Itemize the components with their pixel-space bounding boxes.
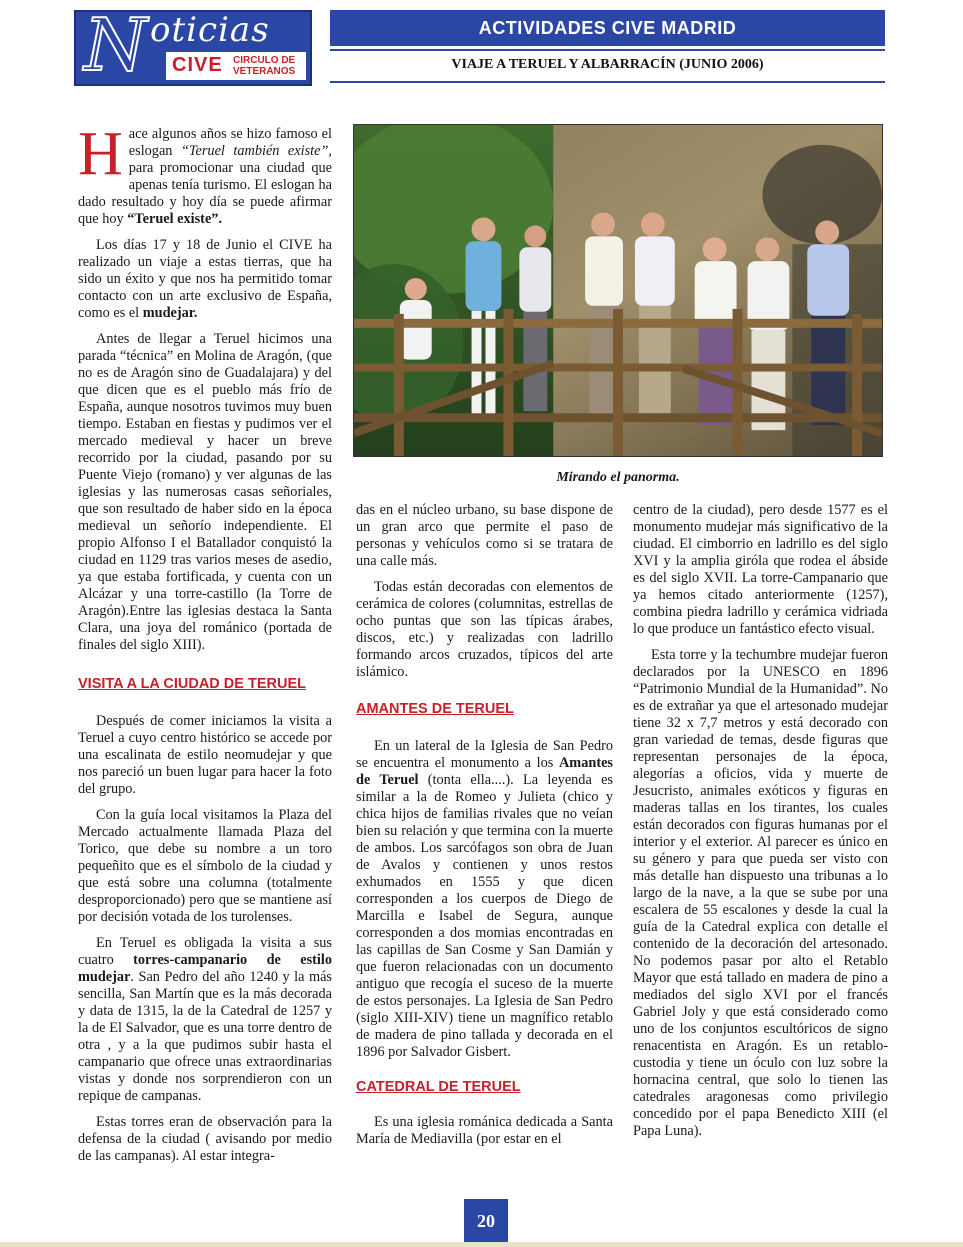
- logo-brand: CIVE: [172, 54, 223, 76]
- header-rule-bottom: [330, 81, 885, 83]
- header-rule-top: [330, 49, 885, 51]
- group-photo: [353, 124, 883, 457]
- paragraph: Esta torre y la techumbre mudejar fueron declarados por la UNESCO en 1896 “Patrimonio Mundial de la Humanidad”. No es de extrañar ya que el artesonado mudejar tiene 32 x 7,7 metros y está decorado con gran variedad de temas, desde figuras que representan personajes de la época, alegorías a oficios, vida y muerte de Jesucristo, animales exóticos y figuras en maderas tallas en los tirantes, los cuales están decorados con figuras humanas por el interior y el exterior. Al parecer es único en su género y para que pueda ser visto con más detalle han dispuesto una tribunas a lo largo de la nave, a la que se sube por una escalera de 55 escalones y desde la cual la guía de la Catedral explica con detalle el contenido de la decoración del artesonado. No podemos pasar por alto el Retablo Mayor que está tallado en madera de pino a mediados del siglo XVI por el francés Gabriel Joly y que está considerado como uno de los conjuntos escultóricos de signo renacentista en Aragón. Es un retablo-custodia y tiene un óculo con luz sobre la hornacina central, que solo lo tienen las catedrales aragonesas como privilegio concedido por el papa Benedicto XIII (el Papa Luna).: [633, 647, 888, 1139]
- page-number: 20: [464, 1199, 508, 1243]
- column-2: [356, 502, 613, 1157]
- paragraph: Con la guía local visitamos la Plaza del Mercado actualmente llamada Plaza del Torico, que debe su nombre a un toro pequeñito que es el símbolo de la ciudad y que está sobre una columna (totalmente desproporcionado) pero que se mantiene así por decisión votada de los turolenses.: [78, 807, 332, 925]
- photo-caption: Mirando el panorma.: [556, 470, 680, 485]
- section-heading-visita: VISITA A LA CIUDAD DE TERUEL: [78, 676, 306, 692]
- section-heading-catedral: CATEDRAL DE TERUEL: [356, 1079, 521, 1095]
- logo-initial-n: [80, 4, 160, 84]
- article-title: VIAJE A TERUEL Y ALBARRACÍN (JUNIO 2006): [451, 57, 764, 72]
- drop-cap: H: [78, 120, 123, 188]
- paragraph: Es una iglesia románica dedicada a Santa María de Mediavilla (por estar en el: [356, 1114, 613, 1147]
- paragraph: Estas torres eran de observación para la defensa de la ciudad ( avisando por medio de las campanas). Al estar integra-: [78, 1114, 332, 1164]
- logo-subtitle-line1: CIRCULO DE: [233, 55, 296, 66]
- paragraph: En Teruel es obligada la visita a sus cuatro torres-campanario de estilo mudejar. San Pedro del año 1240 y la más sencilla, San Martín que es la más decorada y data de 1315, la de la Catedral de 1257 y la de El Salvador, que es una torre dentro de otra , y a la que pudimos subir hasta el campanario que ofrece unas extraordinarias vistas y donde nos sorprendieron con un repique de campanas.: [78, 935, 333, 1104]
- paragraph: Los días 17 y 18 de Junio el CIVE ha realizado un viaje a estas tierras, que ha sido un éxito y que nos ha permitido tomar contacto con un arte exclusivo de España, como es el mudejar.: [78, 237, 332, 321]
- paragraph: Antes de llegar a Teruel hicimos una parada “técnica” en Molina de Aragón, (que no es de Aragón sino de Guadalajara) y del que dicen que es el pueblo más frío de España, aunque nosotros tuvimos muy buen tiempo. Estaban en fiestas y pudimos ver el mercado medieval y hacer un breve recorrido por la ciudad, pasando por su Puente Viejo (romano) y ver algunas de las iglesias y las numerosas casas señoriales, que son resultado de haber sido en la época medieval un señorío independiente. El propio Alfonso I el Batallador conquistó la ciudad en 1129 tras varios meses de asedio, ya que estaba fortificada, y cuenta con un Alcázar y una torre-castillo (la Torre de Aragón).Entre las iglesias destaca la Santa Clara, una joya del románico (portada de finales del siglo XIII).: [78, 331, 332, 653]
- svg-text:N: N: [84, 4, 147, 84]
- paragraph: En un lateral de la Iglesia de San Pedro se encuentra el monumento a los Amantes de Teruel (tonta ella....). La leyenda es similar a la de Romeo y Julieta (chico y chica hijos de familias rivales que no veían bien su relación y que termina con la muerte de ambos. Los sarcófagos son obra de Juan de Avalos y contienen y unos restos exhumados en 1555 y que dicen corresponden a los cuerpos de Diego de Marcilla e Isabel de Segura, aunque corresponden a dos momias encontradas en las capillas de San Cosme y San Damián y que fueron relacionadas con un documento antiguo que recogía el suceso de la muerte de estos personajes. La Iglesia de San Pedro (siglo XIII-XIV) tiene un magnífico retablo de madera de pino tallada y decorada en el 1896 por Salvador Gisbert.: [356, 738, 613, 1060]
- paragraph: Todas están decoradas con elementos de cerámica de colores (columnitas, estrellas de ocho puntas que son las típicas árabes, discos, etc.) y realizadas con ladrillo formando arcos cruzados, típicos del arte islámico.: [356, 579, 613, 680]
- logo-subtitle-line2: VETERANOS: [233, 66, 296, 77]
- paragraph: Después de comer iniciamos la visita a Teruel a cuyo centro histórico se accede por una escalinata de estilo neomudejar y que nos pareció un buen lugar para hacer la foto del grupo.: [78, 713, 332, 797]
- page-bottom-edge: [0, 1242, 963, 1247]
- column-3: [633, 502, 888, 1149]
- section-heading-amantes: AMANTES DE TERUEL: [356, 701, 514, 717]
- column-1: [78, 120, 333, 1174]
- paragraph: das en el núcleo urbano, su base dispone de un gran arco que permite el paso de personas y vehículos como si se tratara de una calle más.: [356, 502, 613, 569]
- logo-script-text: oticias: [150, 10, 270, 50]
- section-banner: ACTIVIDADES CIVE MADRID: [330, 10, 885, 46]
- paragraph: centro de la ciudad), pero desde 1577 es el monumento mudejar más significativo de la ciudad. El cimborrio en ladrillo es del siglo XVI y la amplia giróla que rodea el ábside es del siglo XVII. La torre-Campanario que ya hemos citado anteriormente (1257), combina piedra ladrillo y cerámica vidriada lo que produce un fantástico efecto visual.: [633, 502, 888, 637]
- intro-paragraph: Hace algunos años se hizo famoso el eslogan “Teruel también existe”, para promocionar una ciudad que apenas tenía turismo. El eslogan ha dado resultado y hoy día se puede afirmar que hoy “Teruel existe”.: [78, 120, 332, 227]
